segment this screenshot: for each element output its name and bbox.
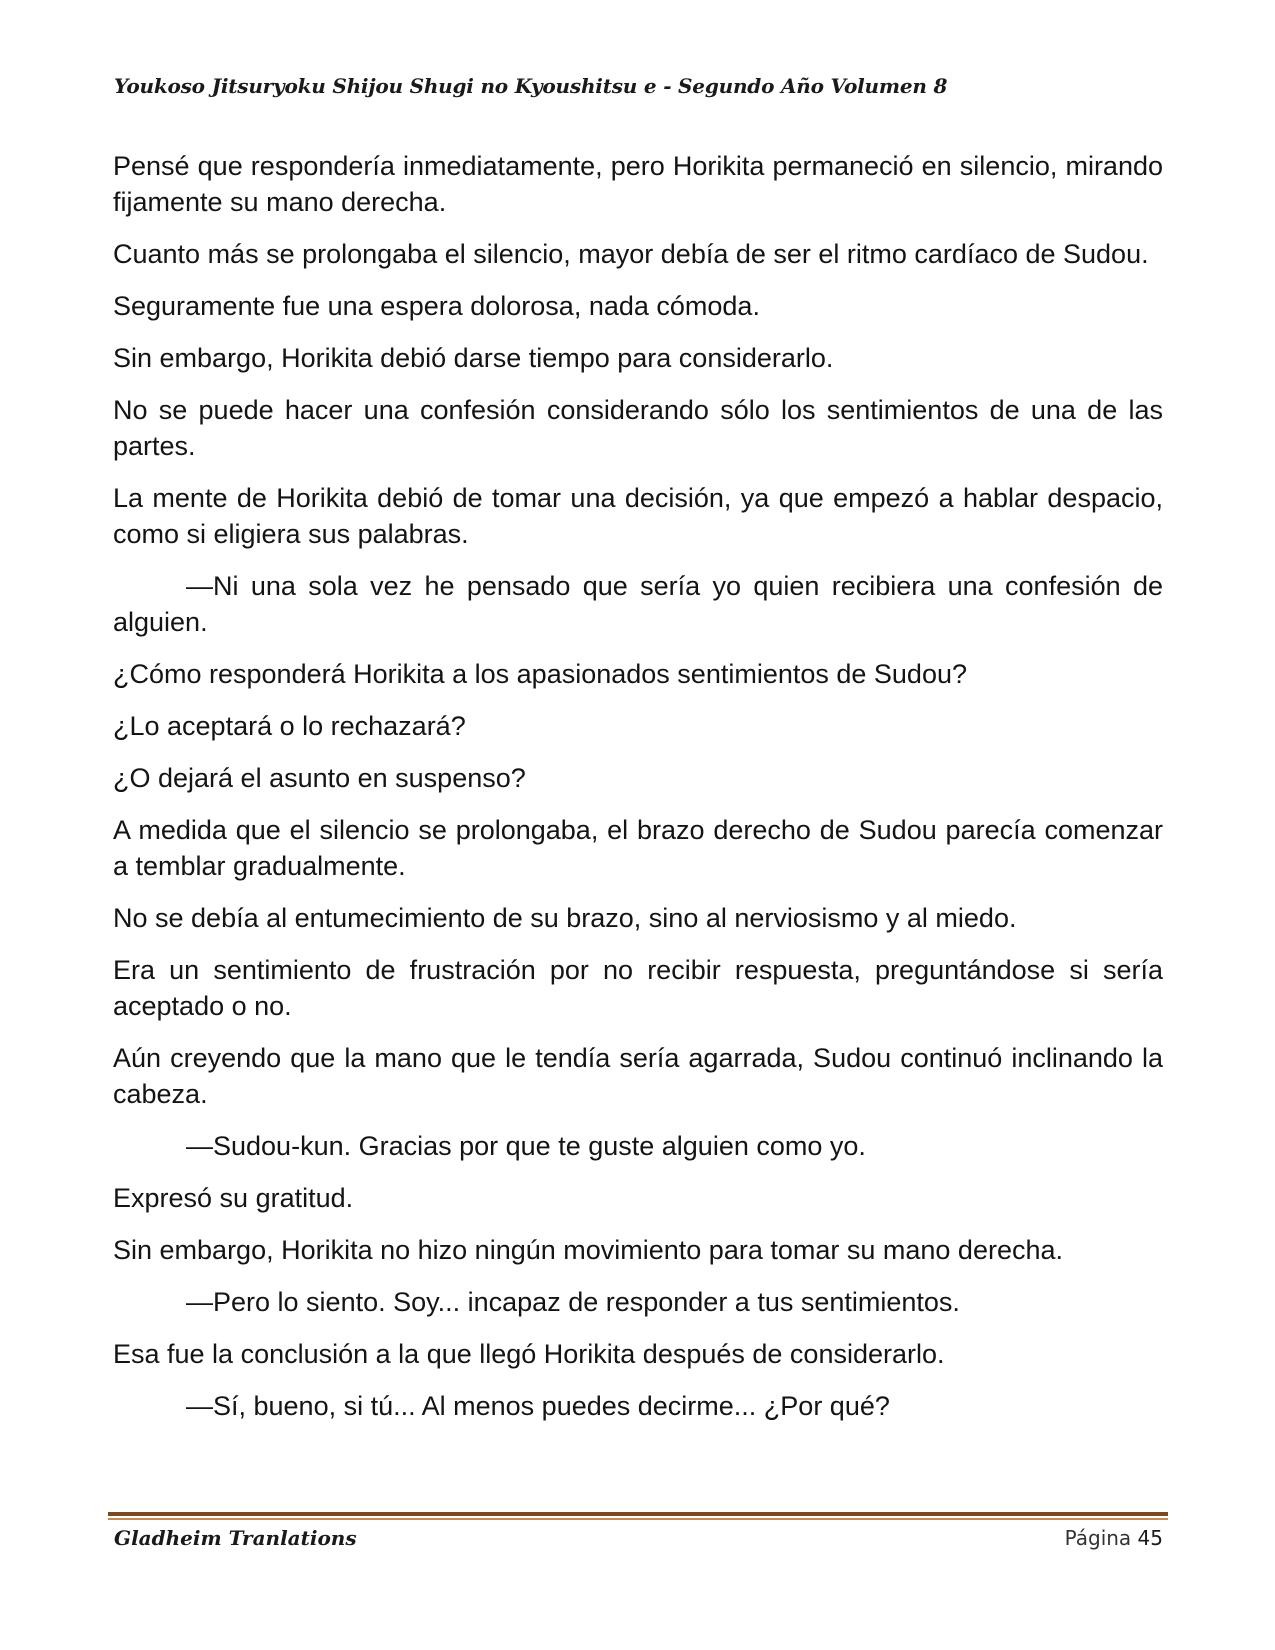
page-number-block xyxy=(1065,1526,1163,1550)
paragraph: Cuanto más se prolongaba el silencio, mayor debía de ser el ritmo cardíaco de Sudou. xyxy=(113,239,1149,269)
paragraph: No se puede hacer una confesión considerando sólo los sentimientos de una de las partes. xyxy=(113,395,1163,461)
paragraph: Esa fue la conclusión a la que llegó Horikita después de considerarlo. xyxy=(113,1339,945,1369)
footer-divider-dark-line xyxy=(108,1512,1168,1516)
paragraph: Sin embargo, Horikita no hizo ningún movimiento para tomar su mano derecha. xyxy=(113,1235,1063,1265)
paragraph: ¿O dejará el asunto en suspenso? xyxy=(113,763,526,793)
paragraph: Aún creyendo que la mano que le tendía sería agarrada, Sudou continuó inclinando la cabeza. xyxy=(113,1043,1163,1109)
paragraph: Seguramente fue una espera dolorosa, nada cómoda. xyxy=(113,291,760,321)
dialogue-paragraph: —Pero lo siento. Soy... incapaz de responder a tus sentimientos. xyxy=(186,1287,960,1317)
paragraph: ¿Cómo responderá Horikita a los apasionados sentimientos de Sudou? xyxy=(113,659,967,689)
page-number: 45 xyxy=(1137,1526,1163,1550)
footer-divider xyxy=(108,1512,1168,1520)
dialogue-paragraph: —Ni una sola vez he pensado que sería yo quien recibiera una confesión de alguien. xyxy=(113,571,1163,637)
dialogue-paragraph: —Sudou-kun. Gracias por que te guste alguien como yo. xyxy=(186,1131,866,1161)
footer-credit: Gladheim Tranlations xyxy=(114,1526,357,1550)
paragraph: A medida que el silencio se prolongaba, el brazo derecho de Sudou parecía comenzar a temblar gradualmente. xyxy=(113,815,1163,881)
dialogue-paragraph: —Sí, bueno, si tú... Al menos puedes decirme... ¿Por qué? xyxy=(186,1391,890,1421)
paragraph: Era un sentimiento de frustración por no recibir respuesta, preguntándose si sería aceptado o no. xyxy=(113,955,1163,1021)
footer-divider-light-line xyxy=(108,1518,1168,1520)
paragraph: La mente de Horikita debió de tomar una decisión, ya que empezó a hablar despacio, como si eligiera sus palabras. xyxy=(113,483,1163,549)
paragraph: Sin embargo, Horikita debió darse tiempo para considerarlo. xyxy=(113,343,834,373)
page-label: Página xyxy=(1064,1526,1132,1550)
paragraph: Expresó su gratitud. xyxy=(113,1183,354,1213)
body-text xyxy=(113,148,1163,1440)
page-header-title: Youkoso Jitsuryoku Shijou Shugi no Kyoushitsu e - Segundo Año Volumen 8 xyxy=(114,74,948,98)
paragraph: No se debía al entumecimiento de su brazo, sino al nerviosismo y al miedo. xyxy=(113,903,1017,933)
paragraph: Pensé que respondería inmediatamente, pero Horikita permaneció en silencio, mirando fijamente su mano derecha. xyxy=(113,151,1163,217)
paragraph: ¿Lo aceptará o lo rechazará? xyxy=(113,711,466,741)
